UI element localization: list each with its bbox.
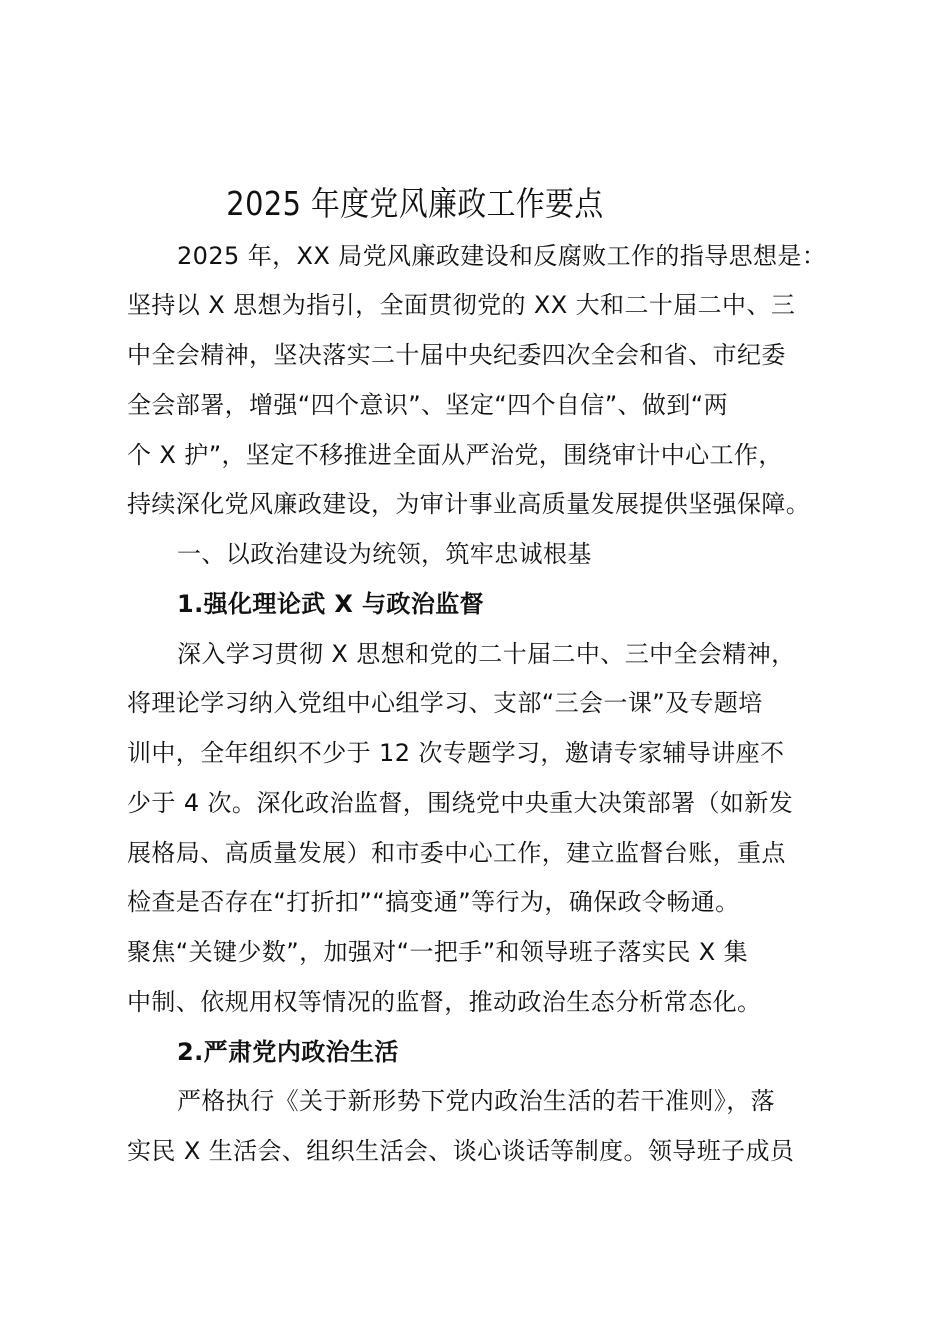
- sub1-line-4: 少于 4 次。深化政治监督，围绕党中央重大决策部署（如新发: [127, 789, 794, 817]
- sub2-line-2: 实民 X 生活会、组织生活会、谈心谈话等制度。领导班子成员: [127, 1137, 795, 1165]
- intro-line-5: 个 X 护”，坚定不移推进全面从严治党，围绕审计中心工作，: [127, 441, 783, 469]
- sub2-line-1: 严格执行《关于新形势下党内政治生活的若干准则》，落: [177, 1087, 775, 1115]
- section-1-heading: 一、以政治建设为统领，筑牢忠诚根基: [177, 540, 592, 568]
- intro-line-3: 中全会精神，坚决落实二十届中央纪委四次全会和省、市纪委: [127, 341, 786, 369]
- subsection-2-heading: 2.严肃党内政治生活: [177, 1038, 399, 1066]
- subsection-1-heading: 1.强化理论武 X 与政治监督: [177, 590, 485, 618]
- document-title: 2025 年度党风廉政工作要点: [226, 184, 604, 223]
- sub1-line-7: 聚焦“关键少数”，加强对“一把手”和领导班子落实民 X 集: [127, 938, 749, 966]
- intro-line-2: 坚持以 X 思想为指引，全面贯彻党的 XX 大和二十届二中、三: [127, 291, 796, 319]
- intro-line-6: 持续深化党风廉政建设，为审计事业高质量发展提供坚强保障。: [127, 490, 811, 518]
- sub1-line-3: 训中，全年组织不少于 12 次专题学习，邀请专家辅导讲座不: [127, 739, 785, 767]
- intro-line-1: 2025 年，XX 局党风廉政建设和反腐败工作的指导思想是：: [177, 242, 827, 270]
- sub1-line-5: 展格局、高质量发展）和市委中心工作，建立监督台账，重点: [127, 839, 786, 867]
- intro-line-4: 全会部署，增强“四个意识”、坚定“四个自信”、做到“两: [127, 391, 728, 419]
- sub1-line-6: 检查是否存在“打折扣”“搞变通”等行为，确保政令畅通。: [127, 888, 740, 916]
- sub1-line-1: 深入学习贯彻 X 思想和党的二十届二中、三中全会精神，: [177, 640, 796, 668]
- sub1-line-2: 将理论学习纳入党组中心组学习、支部“三会一课”及专题培: [127, 689, 763, 717]
- sub1-line-8: 中制、依规用权等情况的监督，推动政治生态分析常态化。: [127, 988, 762, 1016]
